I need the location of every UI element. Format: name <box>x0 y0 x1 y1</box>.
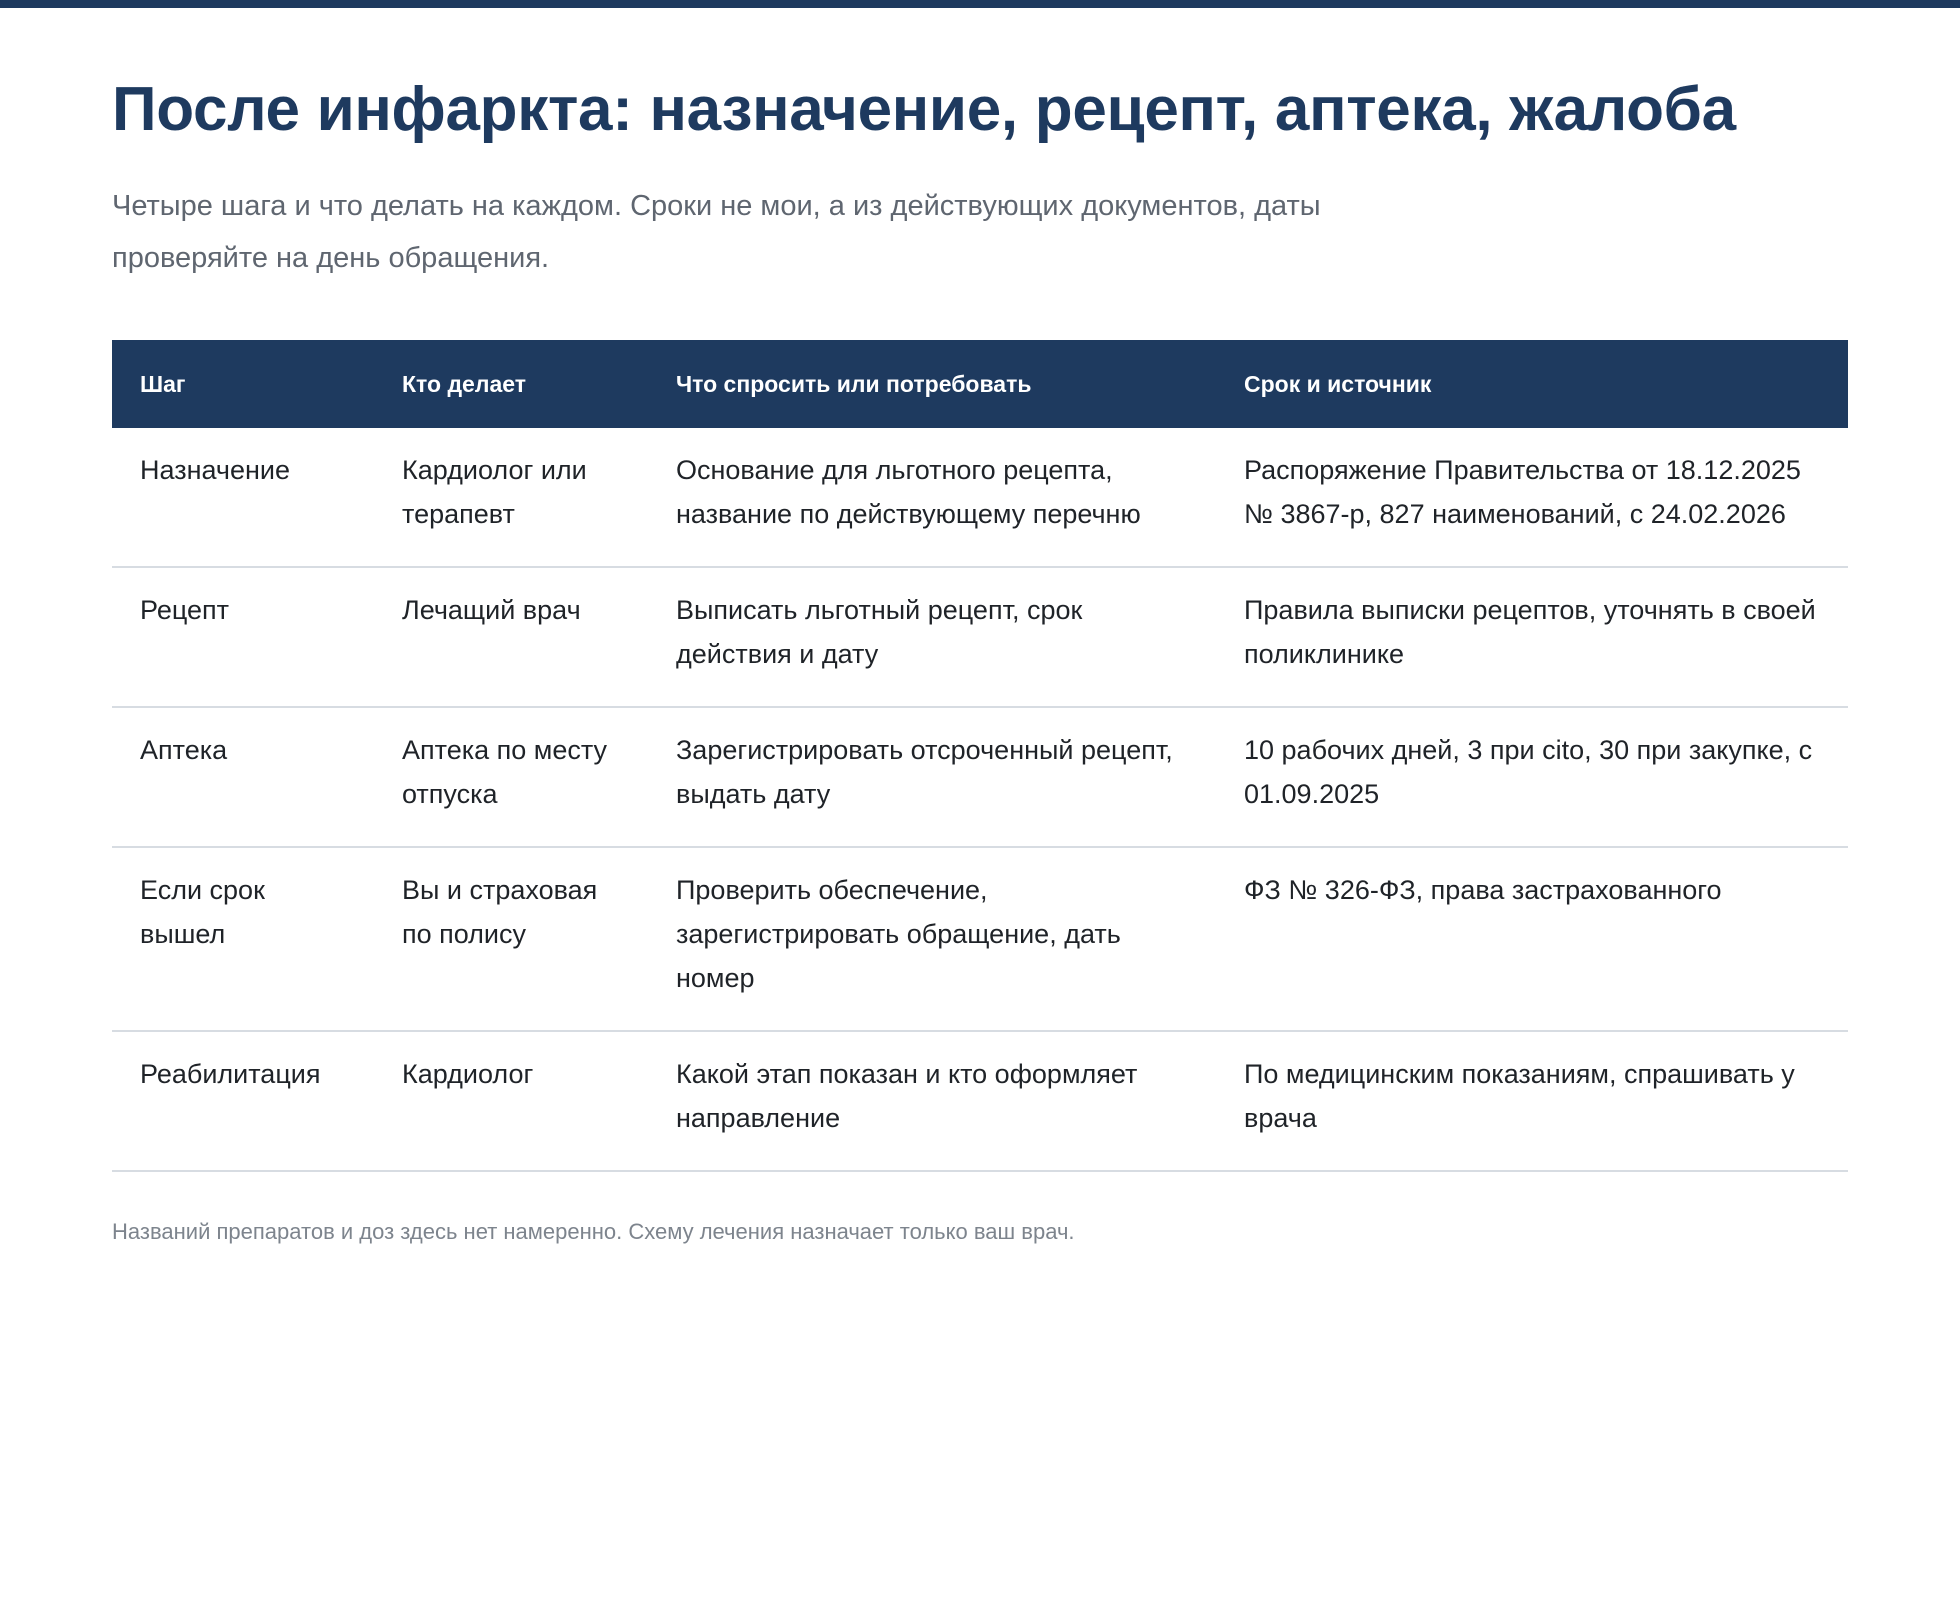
page-subtitle: Четыре шага и что делать на каждом. Сроки не мои, а из действующих документов, даты проверяйте на день обращения. <box>112 190 1321 274</box>
cell-deadline-source: По медицинским показаниям, спрашивать у врача <box>1216 1031 1848 1171</box>
column-header-who: Кто делает <box>374 340 648 428</box>
cell-step: Назначение <box>112 428 374 567</box>
cell-who: Кардиолог или терапевт <box>374 428 648 567</box>
table-body <box>112 428 1848 1171</box>
table-row <box>112 707 1848 847</box>
cell-what-to-ask: Выписать льготный рецепт, срок действия и дату <box>648 567 1216 707</box>
cell-who: Кардиолог <box>374 1031 648 1171</box>
table-row <box>112 428 1848 567</box>
cell-step: Реабилитация <box>112 1031 374 1171</box>
table-row <box>112 567 1848 707</box>
cell-step: Аптека <box>112 707 374 847</box>
column-header-what-to-ask: Что спросить или потребовать <box>648 340 1216 428</box>
top-accent-bar <box>0 0 1960 8</box>
cell-what-to-ask: Проверить обеспечение, зарегистрировать обращение, дать номер <box>648 847 1216 1031</box>
cell-deadline-source: Распоряжение Правительства от 18.12.2025 № 3867-р, 827 наименований, с 24.02.2026 <box>1216 428 1848 567</box>
cell-what-to-ask: Зарегистрировать отсроченный рецепт, выдать дату <box>648 707 1216 847</box>
cell-what-to-ask: Основание для льготного рецепта, название по действующему перечню <box>648 428 1216 567</box>
cell-deadline-source: ФЗ № 326-ФЗ, права застрахованного <box>1216 847 1848 1031</box>
cell-deadline-source: 10 рабочих дней, 3 при cito, 30 при закупке, с 01.09.2025 <box>1216 707 1848 847</box>
table-header-row <box>112 340 1848 428</box>
column-header-step: Шаг <box>112 340 374 428</box>
page-title: После инфаркта: назначение, рецепт, аптека, жалоба <box>112 75 1736 144</box>
table-row <box>112 1031 1848 1171</box>
cell-who: Лечащий врач <box>374 567 648 707</box>
footnote-disclaimer: Названий препаратов и доз здесь нет намеренно. Схему лечения назначает только ваш врач. <box>112 1219 1075 1244</box>
cell-deadline-source: Правила выписки рецептов, уточнять в своей поликлинике <box>1216 567 1848 707</box>
cell-step: Если срок вышел <box>112 847 374 1031</box>
table-row <box>112 847 1848 1031</box>
cell-who: Аптека по месту отпуска <box>374 707 648 847</box>
column-header-deadline-source: Срок и источник <box>1216 340 1848 428</box>
table-header <box>112 340 1848 428</box>
document-content <box>112 70 1848 1248</box>
cell-step: Рецепт <box>112 567 374 707</box>
steps-table <box>112 340 1848 1172</box>
cell-what-to-ask: Какой этап показан и кто оформляет направление <box>648 1031 1216 1171</box>
cell-who: Вы и страховая по полису <box>374 847 648 1031</box>
